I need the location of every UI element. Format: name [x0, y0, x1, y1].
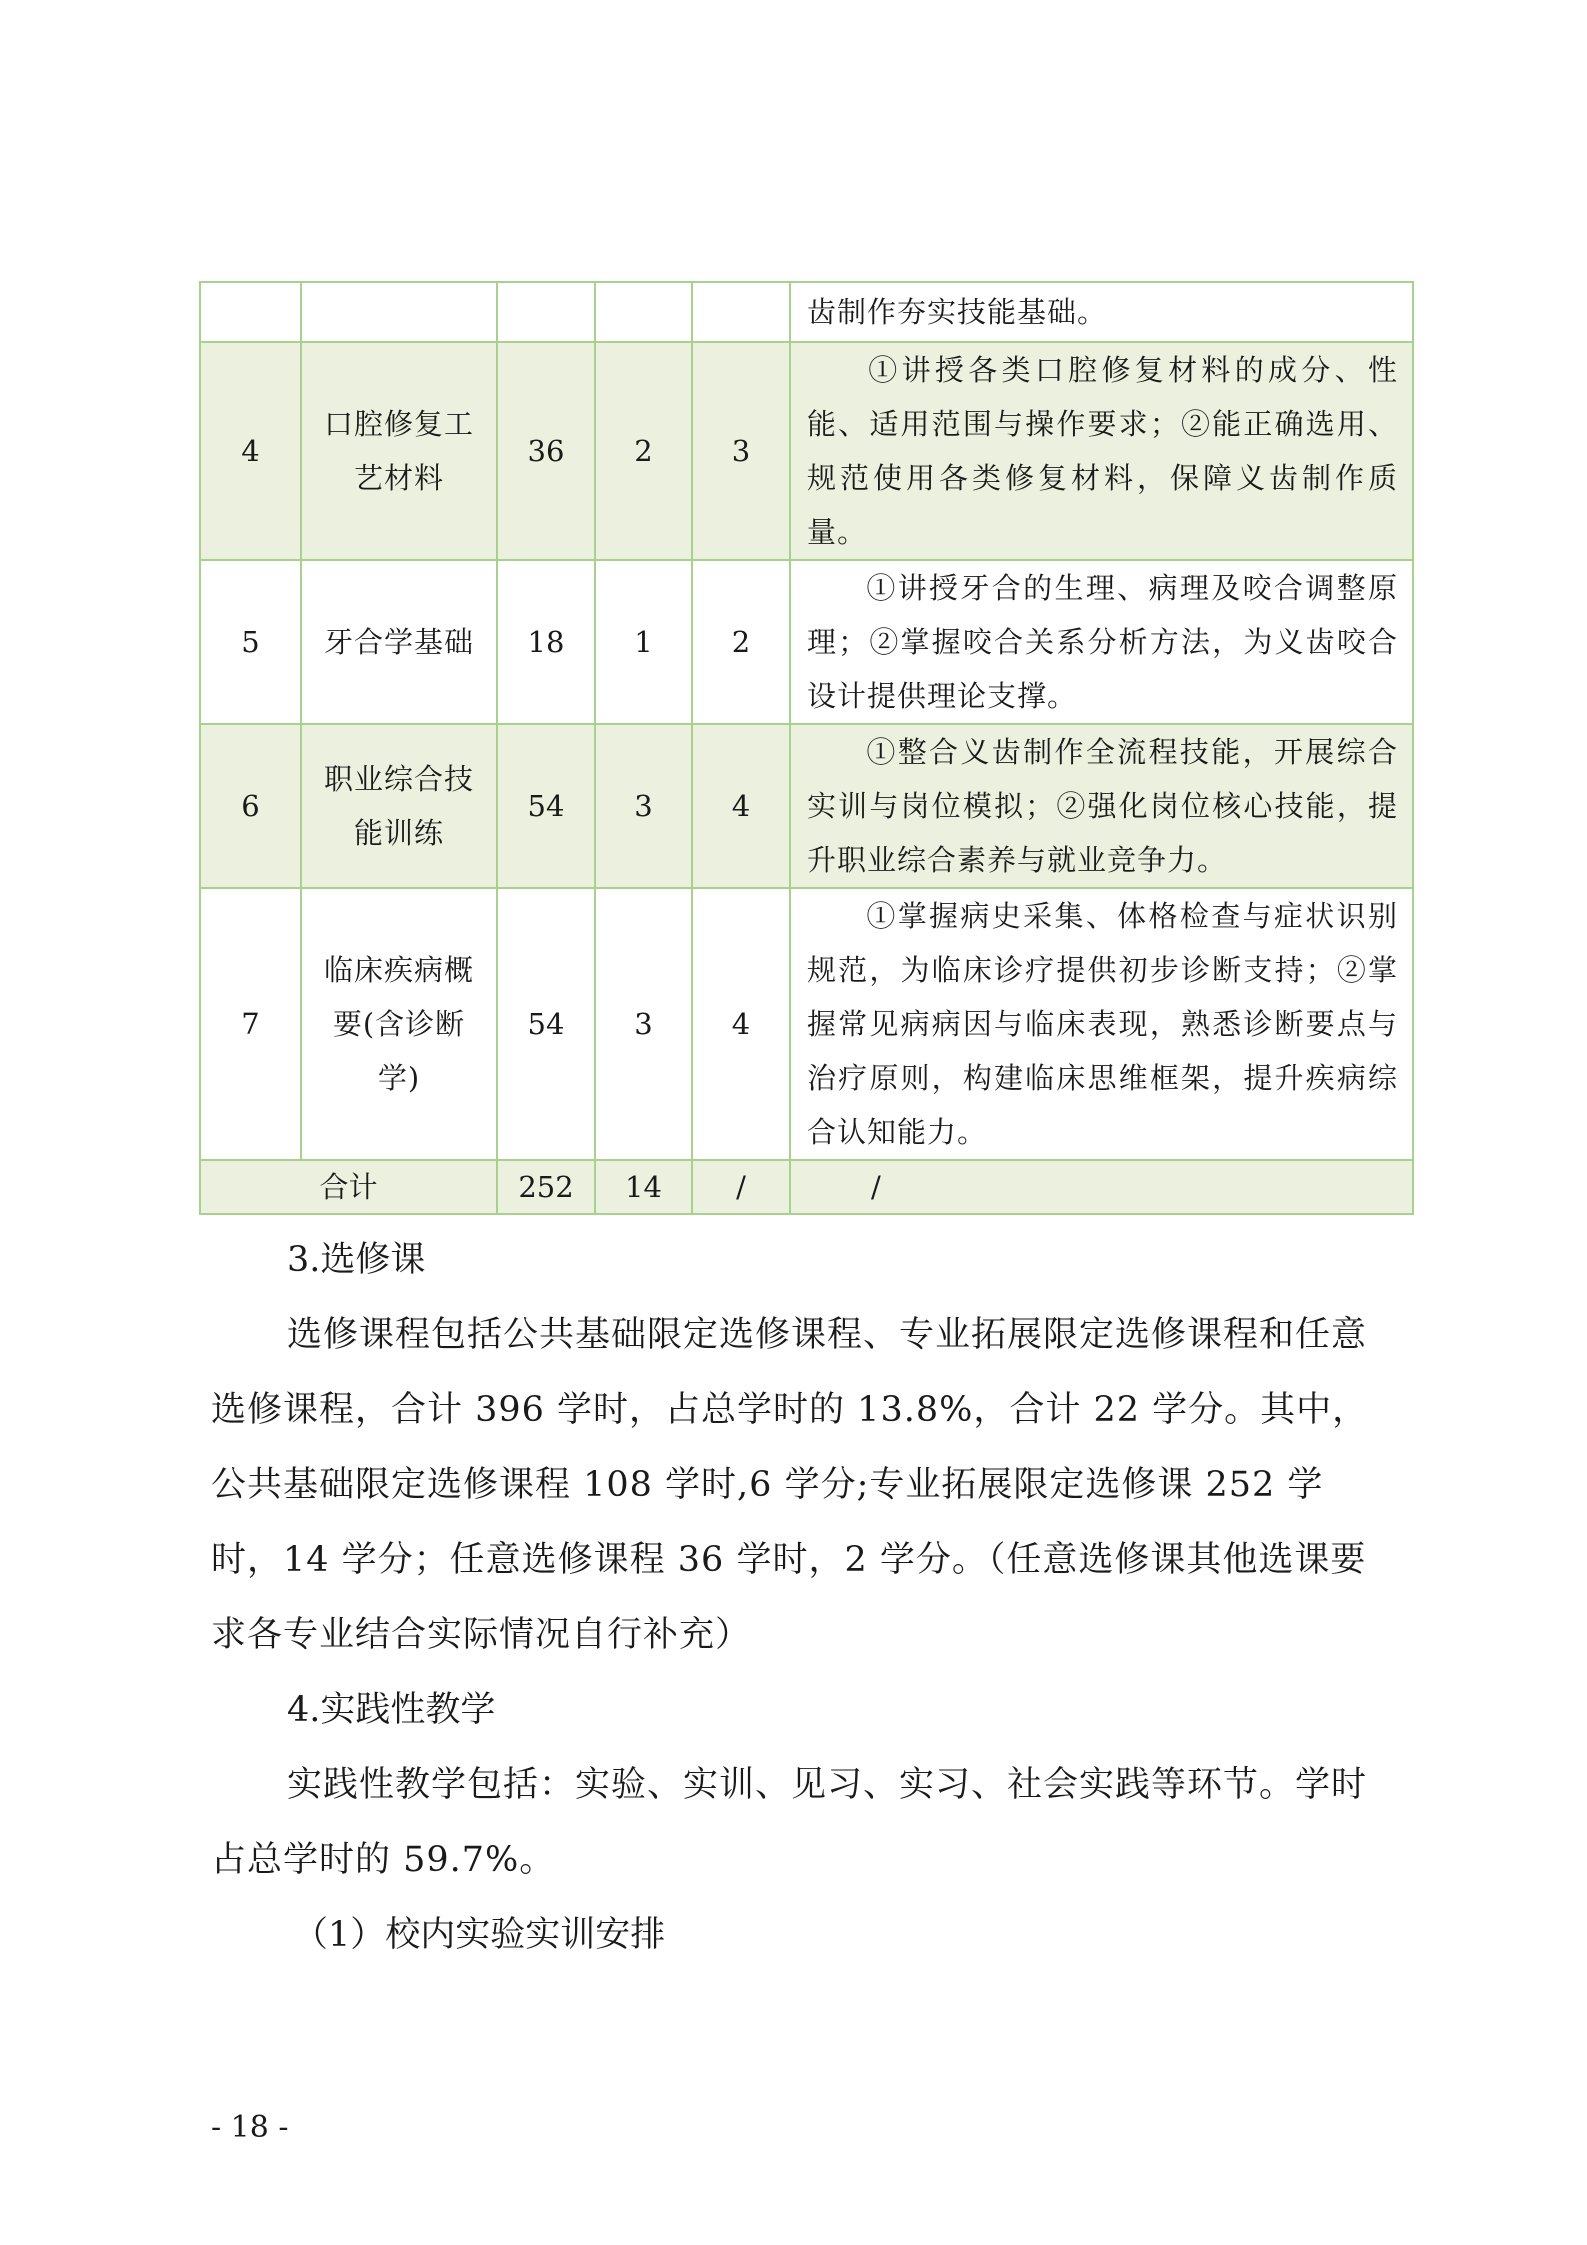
total-description: [790, 1160, 1413, 1214]
total-term: /: [692, 1160, 790, 1214]
cell-description: [790, 560, 1413, 724]
description-text: ①讲授牙合的生理、病理及咬合调整原理；②掌握咬合关系分析方法，为义齿咬合设计提供理论支撑。: [807, 571, 1398, 713]
description-text: 齿制作夯实技能基础。: [807, 295, 1108, 329]
table-row: [200, 724, 1413, 888]
table-row: [200, 560, 1413, 724]
cell-no: 4: [200, 342, 301, 560]
table-row: [200, 342, 1413, 560]
description-text: ①掌握病史采集、体格检查与症状识别规范，为临床诊疗提供初步诊断支持；②掌握常见病病因与临床表现，熟悉诊断要点与治疗原则，构建临床思维框架，提升疾病综合认知能力。: [807, 899, 1398, 1149]
cell-credits: 3: [595, 724, 692, 888]
table-row: [200, 282, 1413, 342]
cell-no: 5: [200, 560, 301, 724]
cell-no: 6: [200, 724, 301, 888]
cell-description: [790, 888, 1413, 1160]
description-text: ①讲授各类口腔修复材料的成分、性能、适用范围与操作要求；②能正确选用、规范使用各类修复材料，保障义齿制作质量。: [807, 353, 1398, 549]
subsection-heading-lab: （1）校内实验实训安排: [293, 1915, 666, 1955]
description-text: ①整合义齿制作全流程技能，开展综合实训与岗位模拟；②强化岗位核心技能，提升职业综合素养与就业竞争力。: [807, 735, 1398, 877]
course-table: [199, 281, 1414, 1215]
cell-name: 口腔修复工艺材料: [301, 342, 497, 560]
cell-hours: 54: [497, 888, 595, 1160]
cell-name: 牙合学基础: [301, 560, 497, 724]
cell-description: [790, 724, 1413, 888]
cell-name: 临床疾病概要(含诊断学): [301, 888, 497, 1160]
cell-description: [790, 282, 1413, 342]
cell-term: 3: [692, 342, 790, 560]
cell-name: 职业综合技能训练: [301, 724, 497, 888]
cell-description: [790, 342, 1413, 560]
table-row: [200, 888, 1413, 1160]
cell-hours: 54: [497, 724, 595, 888]
cell-hours: 18: [497, 560, 595, 724]
section-body-electives: 选修课程包括公共基础限定选修课程、专业拓展限定选修课程和任意选修课程，合计 396 学时，占总学时的 13.8%，合计 22 学分。其中，公共基础限定选修课程 108 学时,6 学分;专业拓展限定选修课 252 学时，14 学分；任意选修课程 36 学时，2 学分。（任意选修课其他选课要求各专业结合实际情况自行补充）: [211, 1315, 1369, 1655]
cell-term: 2: [692, 560, 790, 724]
cell-name: [301, 282, 497, 342]
total-credits: 14: [595, 1160, 692, 1214]
section-heading-electives: 3.选修课: [287, 1240, 426, 1280]
cell-term: [692, 282, 790, 342]
cell-term: 4: [692, 724, 790, 888]
total-hours: 252: [497, 1160, 595, 1214]
section-body-practice: 实践性教学包括：实验、实训、见习、实习、社会实践等环节。学时占总学时的 59.7%。: [211, 1765, 1368, 1880]
cell-no: [200, 282, 301, 342]
cell-credits: [595, 282, 692, 342]
cell-no: 7: [200, 888, 301, 1160]
total-description-text: /: [871, 1170, 881, 1204]
cell-hours: 36: [497, 342, 595, 560]
cell-credits: 1: [595, 560, 692, 724]
total-label: 合计: [200, 1160, 497, 1214]
cell-credits: 2: [595, 342, 692, 560]
table-total-row: [200, 1160, 1413, 1214]
page-number: - 18 -: [211, 2110, 289, 2145]
section-heading-practice: 4.实践性教学: [287, 1690, 496, 1730]
cell-term: 4: [692, 888, 790, 1160]
cell-credits: 3: [595, 888, 692, 1160]
cell-hours: [497, 282, 595, 342]
